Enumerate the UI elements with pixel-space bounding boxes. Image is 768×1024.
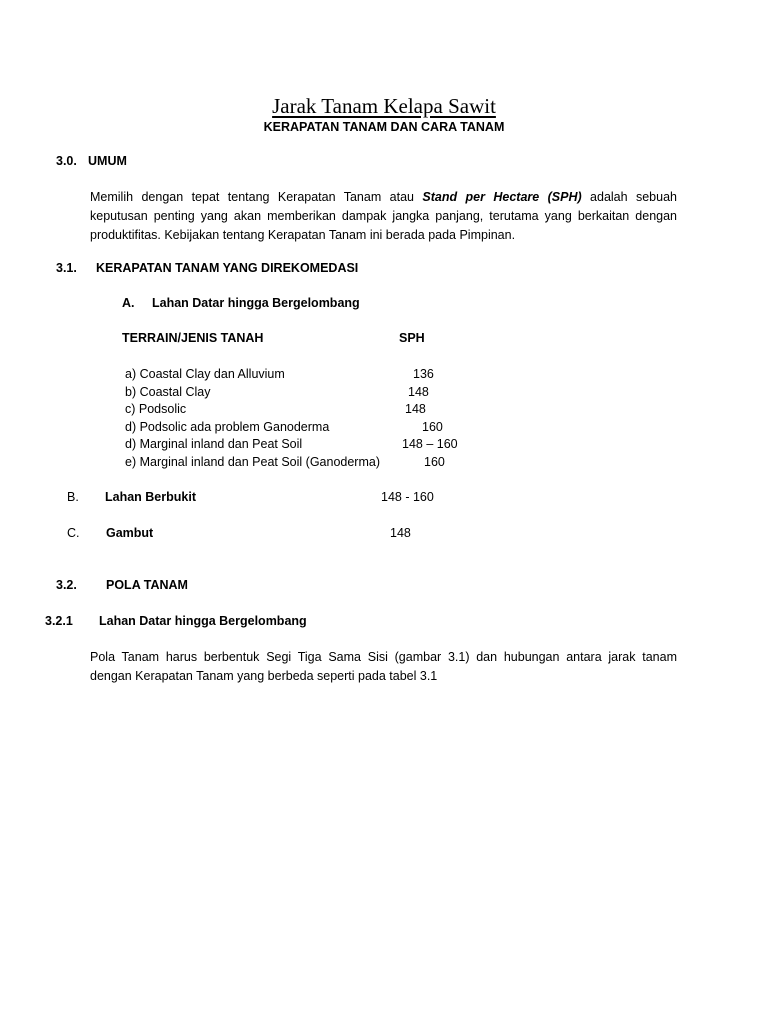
list-item xyxy=(125,419,525,437)
list-item-value: 160 xyxy=(422,419,443,434)
list-item-label: d) Podsolic ada problem Ganoderma xyxy=(125,419,330,434)
document-subtitle: KERAPATAN TANAM DAN CARA TANAM xyxy=(263,120,505,134)
section-3-2-heading: POLA TANAM xyxy=(106,578,188,592)
subsection-b-value: 148 - 160 xyxy=(381,490,434,504)
sph-emphasis: Stand per Hectare (SPH) xyxy=(422,190,582,204)
paragraph-text: Memilih dengan tepat tentang Kerapatan Tanam atau xyxy=(90,190,423,204)
list-item-label: a) Coastal Clay dan Alluvium xyxy=(125,367,285,381)
paragraph-line-1 xyxy=(90,188,677,207)
list-item xyxy=(125,436,525,454)
subsection-a-heading: Lahan Datar hingga Bergelombang xyxy=(152,296,360,310)
list-item-label: d) Marginal inland dan Peat Soil xyxy=(125,437,303,452)
subsection-a-letter: A. xyxy=(122,296,135,310)
paragraph-line-3: produktifitas. Kebijakan tentang Kerapatan Tanam ini berada pada Pimpinan. xyxy=(90,228,516,242)
section-3-2-1-heading: Lahan Datar hingga Bergelombang xyxy=(99,614,307,628)
subsection-c-heading: Gambut xyxy=(106,526,154,540)
subsection-c-letter: C. xyxy=(67,526,80,540)
soil-list xyxy=(125,366,525,472)
list-item-label: b) Coastal Clay xyxy=(125,384,211,399)
section-3-2-number: 3.2. xyxy=(56,578,77,592)
list-item-value: 148 xyxy=(408,384,429,399)
paragraph-text: adalah sebuah xyxy=(581,190,677,204)
list-item-value: 148 xyxy=(405,402,426,417)
subsection-b-letter: B. xyxy=(67,490,79,504)
list-item-label: c) Podsolic xyxy=(125,402,187,417)
table-header-terrain: TERRAIN/JENIS TANAH xyxy=(122,331,264,345)
section-3-1-number: 3.1. xyxy=(56,261,77,275)
paragraph-line-1: Pola Tanam harus berbentuk Segi Tiga Sama Sisi (gambar 3.1) dan hubungan antara jarak tanam xyxy=(90,650,677,664)
list-item xyxy=(125,454,525,472)
list-item xyxy=(125,401,525,419)
section-3-0-number: 3.0. xyxy=(56,154,77,168)
document-title: Jarak Tanam Kelapa Sawit xyxy=(272,94,496,118)
subsection-b-heading: Lahan Berbukit xyxy=(105,490,196,504)
list-item-label: e) Marginal inland dan Peat Soil (Ganoderma) xyxy=(125,454,380,469)
paragraph-line-2: keputusan penting yang akan memberikan dampak jangka panjang, terutama yang berkaitan dengan xyxy=(90,209,677,223)
section-3-0-heading: UMUM xyxy=(88,154,127,168)
section-3-2-1-paragraph xyxy=(90,648,677,686)
subsection-c-value: 148 xyxy=(390,526,411,540)
list-item xyxy=(125,384,525,402)
table-header-sph: SPH xyxy=(399,331,425,345)
list-item-value: 160 xyxy=(424,454,445,469)
section-3-1-heading: KERAPATAN TANAM YANG DIREKOMEDASI xyxy=(96,261,359,275)
list-item xyxy=(125,366,525,384)
list-item-value: 136 xyxy=(413,367,434,381)
list-item-value: 148 – 160 xyxy=(402,437,458,452)
section-3-2-1-number: 3.2.1 xyxy=(45,614,73,628)
paragraph-line-2: dengan Kerapatan Tanam yang berbeda seperti pada tabel 3.1 xyxy=(90,669,438,683)
section-3-0-paragraph xyxy=(90,188,677,245)
